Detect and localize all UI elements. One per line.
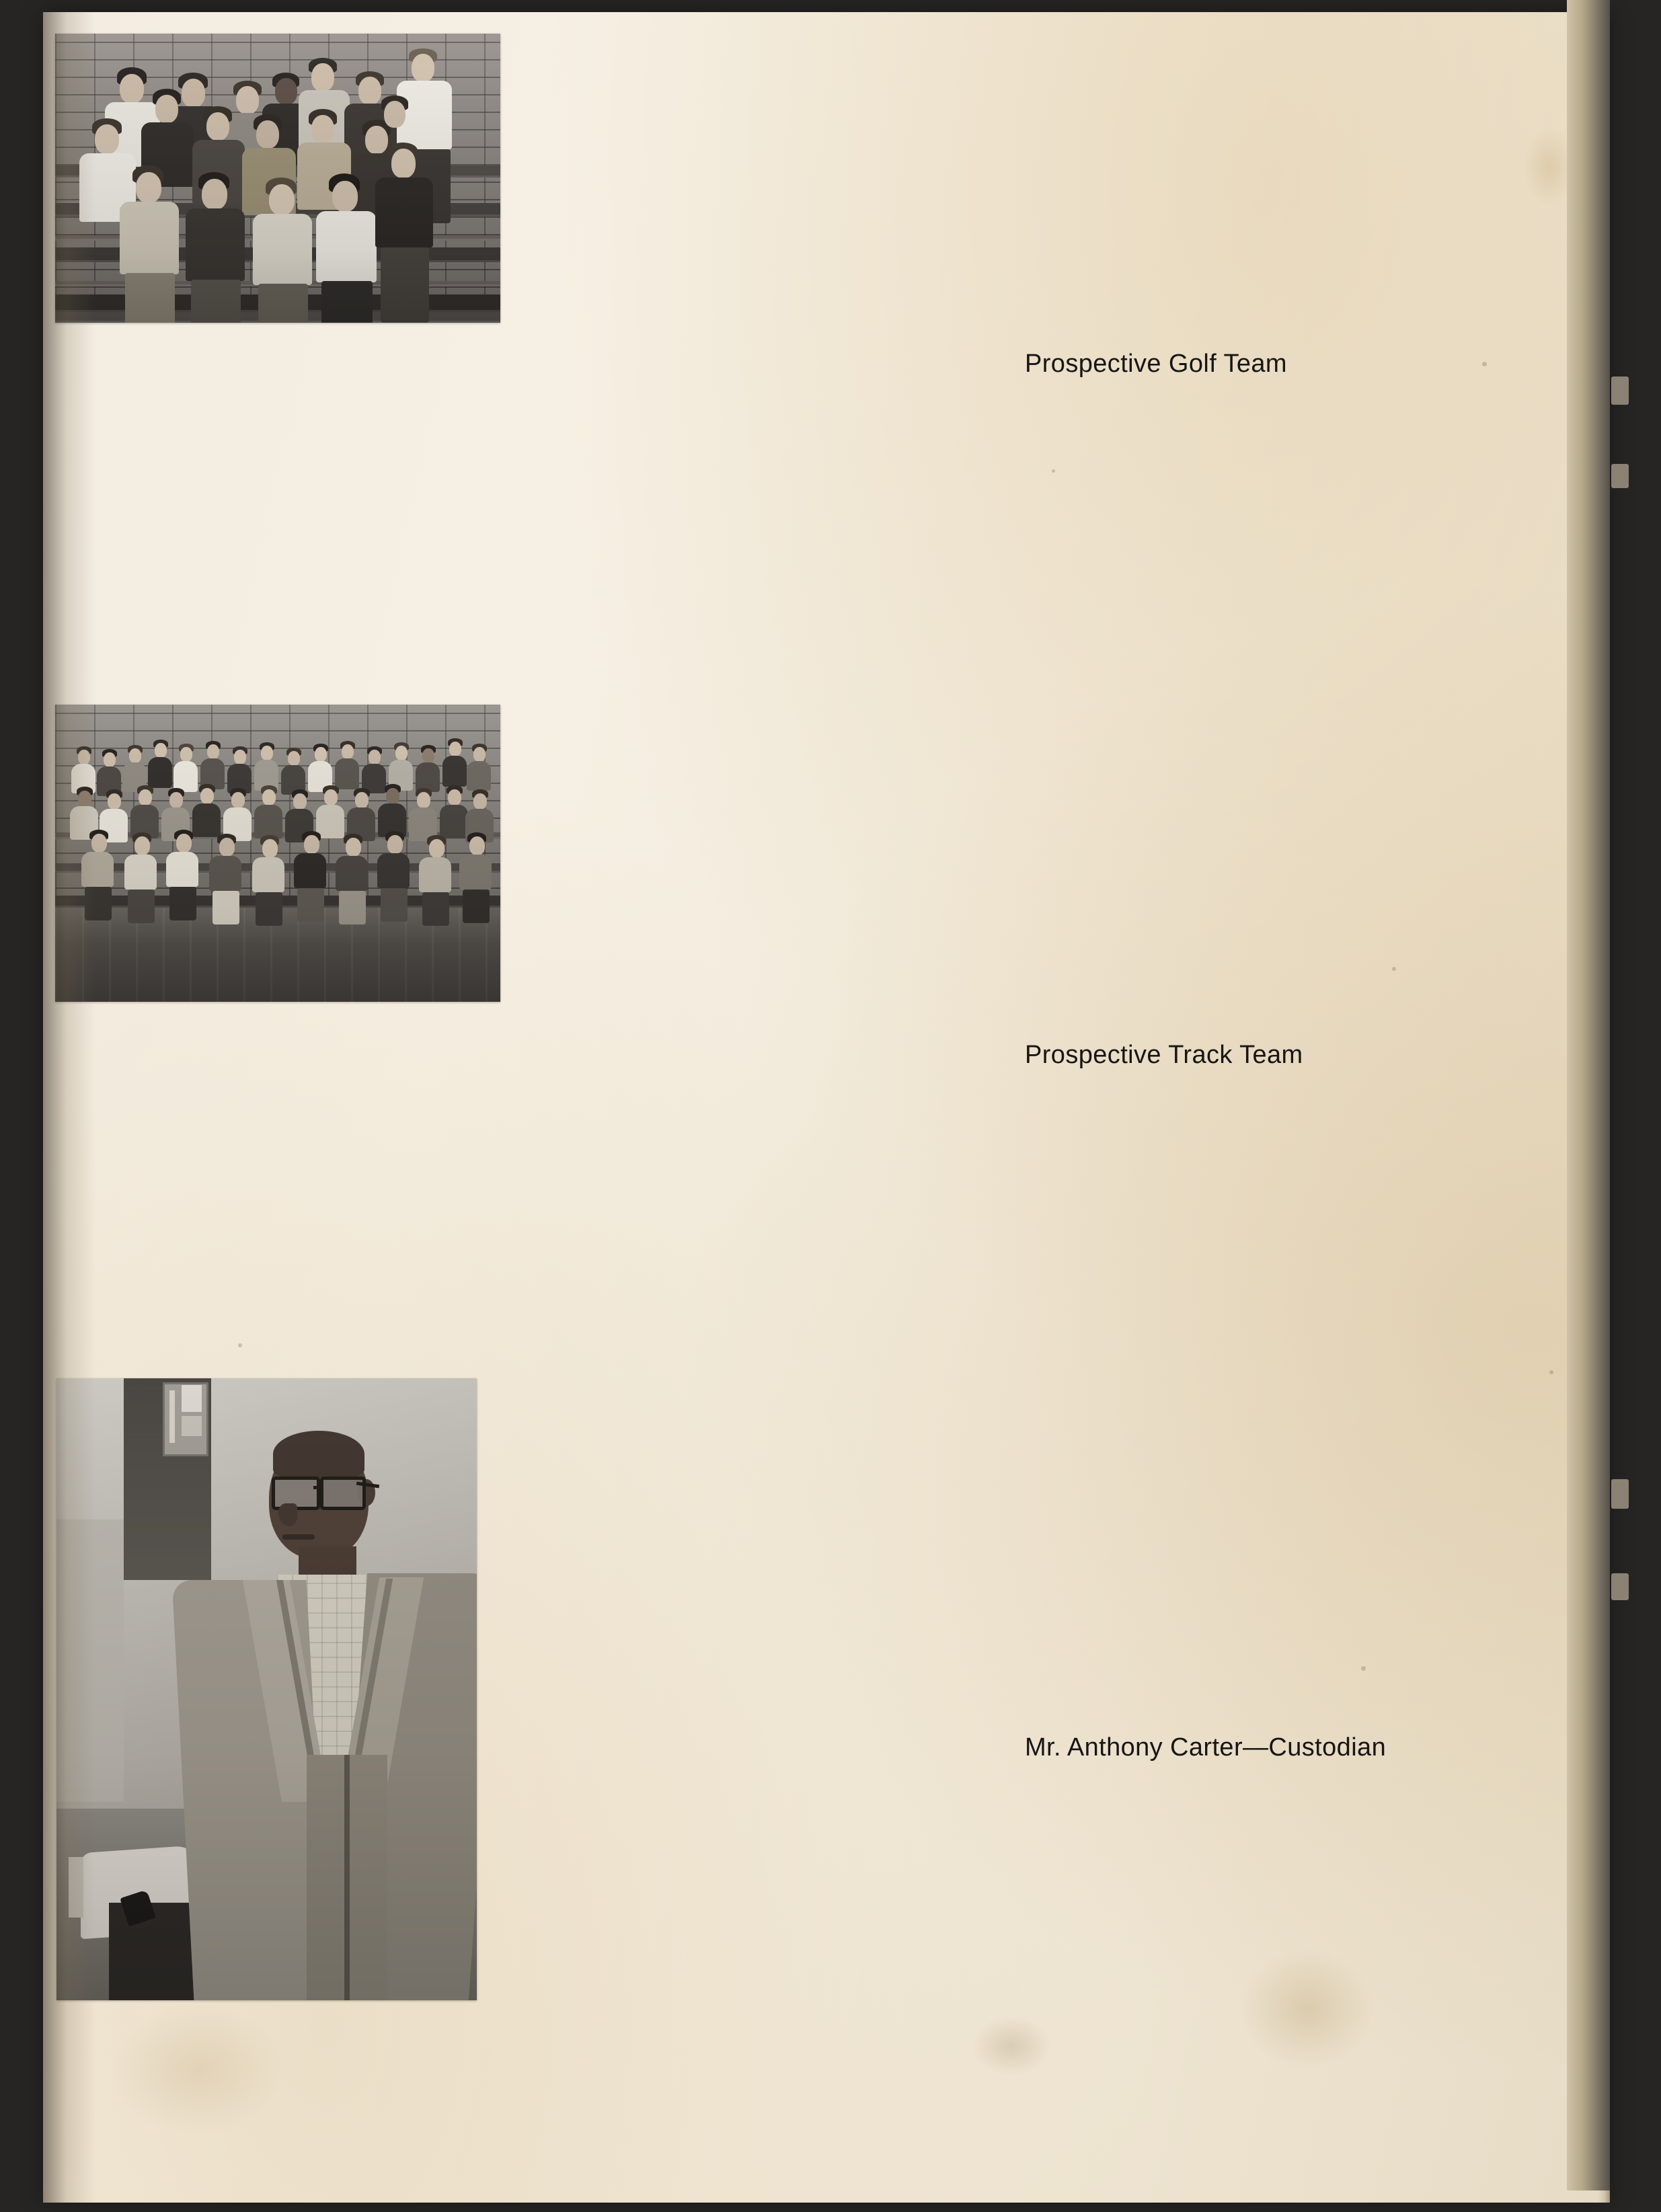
caption-golf-team: Prospective Golf Team [1025,350,1287,378]
caption-custodian: Mr. Anthony Carter—Custodian [1025,1733,1387,1762]
golf-team-photo [55,34,500,323]
paper-sheet [43,12,1610,2203]
caption-track-team: Prospective Track Team [1025,1041,1303,1069]
underlying-page-edge [1567,0,1610,2190]
track-team-photo [55,705,500,1002]
custodian-photo [56,1378,477,2000]
